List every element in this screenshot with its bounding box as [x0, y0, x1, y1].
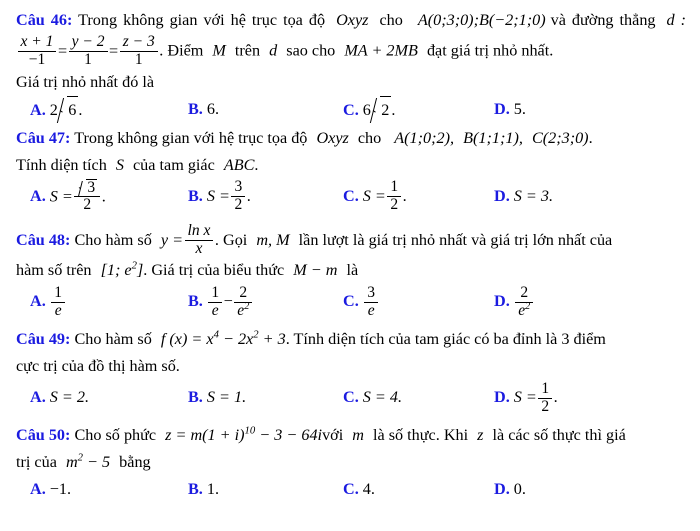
option-letter: B. [188, 388, 203, 407]
option-value: 6 2 . [363, 101, 396, 119]
question-50-text-4a: trị của [16, 453, 57, 472]
option-letter: D. [494, 388, 510, 407]
question-48-options [16, 284, 686, 318]
question-47-period: . [588, 128, 593, 147]
question-48-stem-line2 [16, 257, 686, 284]
question-50 [0, 414, 700, 503]
question-48 [0, 213, 700, 319]
question-49-text-1: Cho hàm số [74, 330, 152, 349]
question-46-text-3: đạt giá trị nhỏ nhất. [426, 41, 554, 60]
question-46-option-c[interactable] [343, 96, 395, 124]
question-47-option-b[interactable] [188, 179, 251, 214]
question-46-expression: MA + 2MB [344, 41, 418, 60]
option-letter: A. [30, 292, 46, 311]
option-letter: B. [188, 99, 203, 118]
option-fraction: $\frac{3}{2}$ [74, 179, 100, 215]
option-value: 5. [513, 99, 526, 118]
option-value: S = 3. [513, 186, 554, 205]
option-value: 1. [206, 480, 219, 499]
question-46-coord-system: Oxyz [336, 11, 369, 29]
option-letter: D. [494, 99, 510, 118]
option-letter: A. [30, 388, 46, 407]
question-48-text-3b: . Giá trị của biểu thức [143, 261, 285, 280]
option-fraction: $\frac{1}{2}$ [538, 381, 552, 416]
question-49-option-b[interactable] [188, 380, 246, 414]
question-50-text-2: là số thực. Khi [373, 426, 469, 445]
question-47-stem [16, 125, 686, 152]
sqrt-icon: 2 [372, 96, 392, 124]
question-46-options [16, 96, 686, 123]
question-50-option-d[interactable] [494, 476, 526, 503]
sqrt-icon: 3 [78, 179, 97, 197]
option-value: 2 6 . [50, 101, 83, 119]
option-fraction-2: $\frac{2}{e^2}$ [234, 285, 252, 320]
option-lhs: S = [513, 388, 537, 407]
question-48-fraction: $\frac{\text{ln x}}{x}$ [185, 223, 214, 258]
question-47-label: Câu 47: [16, 128, 71, 147]
question-46-text-line: và đường thẳng [550, 11, 656, 29]
question-46-point-a: A(0;3;0); [417, 11, 479, 29]
question-48-stem [16, 223, 686, 258]
question-46-stem-line2 [16, 69, 686, 96]
option-letter: A. [30, 187, 46, 206]
question-47 [0, 123, 700, 213]
option-suffix: . [246, 186, 251, 205]
question-49-options [16, 380, 686, 414]
question-48-func-lhs: y = [160, 230, 184, 249]
option-value: S = 1. [206, 388, 247, 407]
option-value: S = 2. [49, 388, 90, 407]
question-48-text-3c: là [346, 261, 359, 280]
question-48-expr: M − m [293, 261, 338, 280]
option-letter: C. [343, 100, 359, 119]
question-48-option-a[interactable] [30, 284, 67, 319]
option-letter: A. [30, 480, 46, 499]
question-46-cho: cho [379, 11, 403, 29]
question-46-stem: Câu 46: Trong không gian với hệ trục tọa độ Oxyz cho A(0;3;0);B(−2;1;0) và đường thẳng d : $\frac{x + 1}{-1}$ = $\frac{y - 2}{1}$ = $\frac{z - 3}{1}$ . Điểm M trên d sao cho MA + 2MB đạt giá trị nhỏ nhất. [16, 11, 687, 68]
question-46-tren: trên [234, 41, 261, 60]
option-suffix: . [553, 388, 558, 407]
question-47-point-c: C(2;3;0) [531, 128, 589, 147]
option-fraction: $\frac{1}{2}$ [387, 179, 401, 214]
question-49-function: f $(x) = x^4 - 2x^2 + 3$ [160, 329, 286, 349]
question-48-text-3a: hàm số trên [16, 261, 92, 280]
question-46-option-a[interactable] [30, 96, 82, 124]
question-50-option-b[interactable] [188, 476, 219, 503]
option-lhs: S = [49, 187, 73, 206]
question-50-text-3: là các số thực thì giá [492, 426, 626, 445]
question-50-expr-m2: $m^2 - 5$ [65, 452, 111, 472]
question-50-option-a[interactable] [30, 476, 71, 503]
question-48-text-1: Cho hàm số [74, 230, 152, 249]
option-fraction: $\frac{2}{e^2}$ [515, 285, 533, 320]
question-49-text-3: cực trị của đồ thị hàm số. [16, 357, 180, 376]
question-46-fraction-2: $\frac{y - 2}{1}$ [69, 34, 108, 69]
option-letter: B. [188, 186, 203, 205]
question-50-option-c[interactable] [343, 476, 375, 503]
question-46-fraction-3: $\frac{z - 3}{1}$ [120, 34, 158, 69]
question-50-voi: với [322, 426, 344, 445]
question-48-option-d[interactable] [494, 284, 535, 319]
option-value: −1. [49, 480, 72, 499]
question-47-triangle: ABC [223, 155, 255, 174]
question-46-point-m: M [212, 41, 226, 60]
question-47-coord-system: Oxyz [316, 128, 349, 147]
question-50-stem [16, 422, 686, 449]
option-fraction-1: $\frac{1}{e}$ [208, 285, 222, 320]
question-46-text-4: Giá trị nhỏ nhất đó là [16, 72, 155, 91]
question-46-option-b[interactable] [188, 96, 219, 123]
option-value: 6. [206, 99, 219, 118]
question-46-text-2: . Điểm [159, 41, 204, 60]
question-47-option-a[interactable] [30, 179, 106, 215]
question-46-line-name: d : [666, 11, 687, 29]
question-46-point-b: B(−2;1;0) [478, 11, 546, 29]
option-value: 4. [362, 480, 375, 499]
question-46-option-d[interactable] [494, 96, 526, 123]
question-47-text-2b: của tam giác [133, 155, 215, 174]
question-50-text-4b: bằng [119, 453, 151, 472]
option-fraction: $\frac{1}{e}$ [51, 285, 65, 320]
option-letter: D. [494, 292, 510, 311]
option-fraction: $\frac{3}{e}$ [364, 285, 378, 320]
question-50-var-z: z [477, 426, 484, 445]
question-46-line-d: d [269, 41, 278, 60]
option-letter: D. [494, 186, 510, 205]
option-letter: B. [188, 292, 203, 311]
question-47-stem-line2 [16, 152, 686, 179]
question-50-text-1: Cho số phức [74, 426, 157, 445]
option-suffix: . [101, 187, 106, 206]
option-letter: C. [343, 292, 359, 311]
question-49-option-d[interactable] [494, 380, 558, 415]
question-47-point-a: A(1;0;2), [394, 128, 455, 147]
option-letter: C. [343, 186, 359, 205]
question-50-stem-line2 [16, 449, 686, 476]
question-48-option-c[interactable] [343, 284, 380, 319]
question-47-var-s: S [115, 155, 124, 174]
question-49-option-a[interactable] [30, 380, 89, 414]
question-47-text-2a: Tính diện tích [16, 155, 107, 174]
option-value: 0. [513, 480, 526, 499]
option-letter: D. [494, 480, 510, 499]
question-47-options [16, 179, 686, 213]
question-46-text-1: Trong không gian với hệ trục tọa độ [78, 11, 326, 29]
question-49 [0, 318, 700, 414]
question-48-label: Câu 48: [16, 230, 71, 249]
question-49-stem-line2 [16, 353, 686, 380]
question-47-text-2c: . [254, 155, 259, 174]
sqrt-icon: 6 [59, 96, 79, 124]
question-49-text-2: . Tính diện tích của tam giác có ba đỉnh là 3 điểm [285, 330, 606, 349]
option-value: S = 4. [362, 388, 403, 407]
option-operator: − [223, 292, 233, 311]
question-50-options [16, 476, 686, 503]
question-47-text-1: Trong không gian với hệ trục tọa độ [74, 128, 308, 147]
question-46-saocho: sao cho [286, 41, 336, 60]
option-fraction: $\frac{3}{2}$ [231, 179, 245, 214]
question-49-label: Câu 49: [16, 330, 71, 349]
question-48-interval: [1; $e^2$] [100, 260, 144, 280]
question-48-goi: . Gọi [214, 230, 248, 249]
question-47-point-b: B(1;1;1), [463, 128, 523, 147]
option-lhs: S = [206, 186, 230, 205]
option-letter: B. [188, 480, 203, 499]
question-48-option-b[interactable] [188, 284, 254, 319]
question-46-fraction-1: $\frac{x + 1}{-1}$ [18, 34, 57, 69]
question-50-label: Câu 50: [16, 426, 71, 445]
option-lhs: S = [362, 186, 386, 205]
question-50-expression: $z = m(1 + i)^{10} - 3 - 64i$ [165, 425, 323, 445]
question-47-option-c[interactable] [343, 179, 407, 214]
option-suffix: . [402, 186, 407, 205]
question-49-option-c[interactable] [343, 380, 402, 414]
question-48-vars: m, M [256, 230, 290, 249]
option-letter: C. [343, 388, 359, 407]
option-letter: C. [343, 480, 359, 499]
question-50-var-m: m [352, 426, 364, 445]
option-letter: A. [30, 100, 46, 119]
question-48-text-2: lần lượt là giá trị nhỏ nhất và giá trị lớn nhất của [298, 230, 613, 249]
question-46 [0, 0, 700, 123]
question-47-option-d[interactable] [494, 179, 553, 213]
question-49-stem [16, 326, 686, 353]
question-47-cho: cho [357, 128, 382, 147]
question-46-label: Câu 46: [16, 11, 73, 29]
